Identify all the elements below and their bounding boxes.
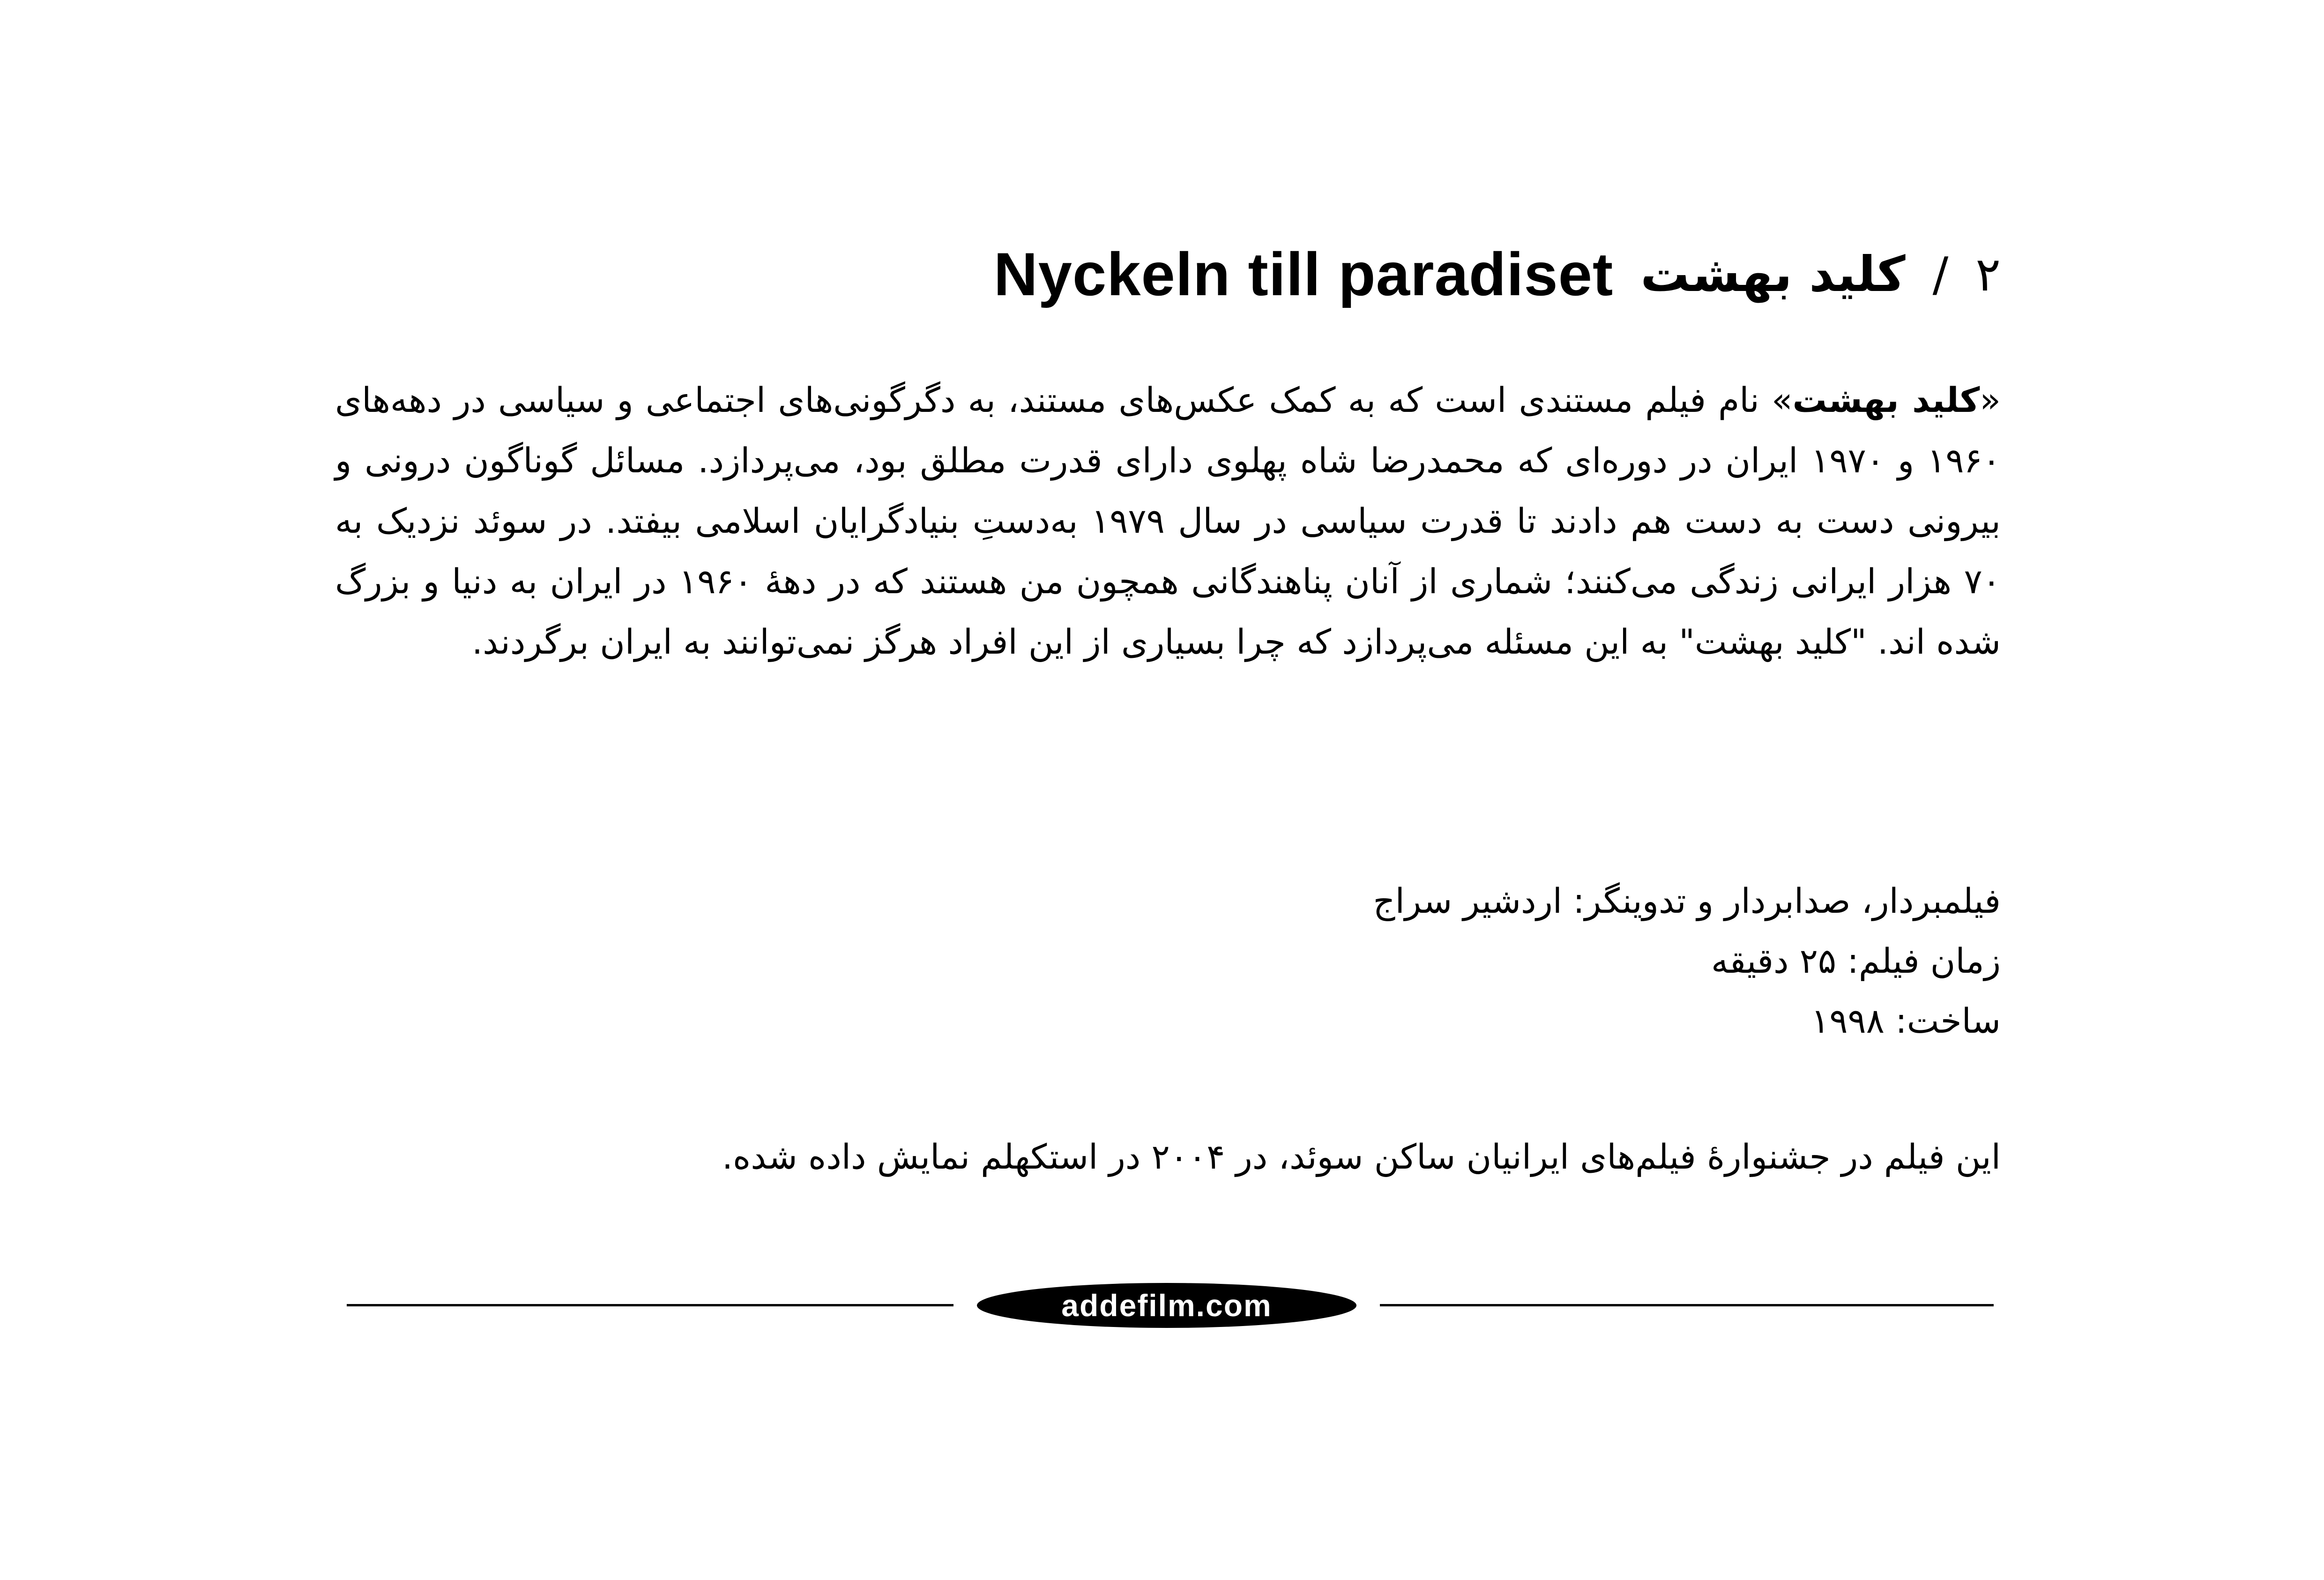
film-title-persian: کلید بهشت <box>1640 246 1906 303</box>
film-heading <box>994 237 2001 312</box>
description-text: نام فیلم مستندی است که به کمک عکس‌های مستند، به دگرگونی‌های اجتماعی و سیاسی در دهه‌های ۱۹۶۰ و ۱۹۷۰ ایران در دوره‌ای که محمدرضا شاه پهلوی دارای قدرت مطلق بود، می‌پردازد. مسائل گوناگون درونی و بیرونی دست به دست هم دادند تا قدرت سیاسی در سال ۱۹۷۹ به‌دستِ بنیادگرایان اسلامی بیفتد. در سوئد نزدیک به ۷۰ هزار ایرانی زندگی می‌کنند؛ شماری از آنان پناهندگانی همچون من هستند که در دهۀ ۱۹۶۰ در ایران به دنیا و بزرگ شده اند. "کلید بهشت" به این مسئله می‌پردازد که چرا بسیاری از این افراد هرگز نمی‌توانند به ایران برگردند. <box>335 380 2001 662</box>
credit-crew: فیلمبردار، صدابردار و تدوینگر: اردشیر سراج <box>1373 881 2001 921</box>
film-number: ۲ <box>1975 246 2001 302</box>
film-title-swedish: Nyckeln till paradiset <box>993 240 1614 308</box>
footer-divider-left <box>347 1304 953 1306</box>
festival-note: این فیلم در جشنوارۀ فیلم‌های ایرانیان ساکن سوئد، در ۲۰۰۴ در استکهلم نمایش داده شده. <box>722 1137 2001 1177</box>
heading-separator: / <box>1932 246 1949 302</box>
film-description <box>335 370 2001 672</box>
film-credits <box>335 872 2001 1051</box>
open-quote: « <box>1980 380 2001 420</box>
close-quote: » <box>1771 380 1793 420</box>
website-label: addefilm.com <box>1061 1288 1272 1323</box>
credit-year: ساخت: ۱۹۹۸ <box>1811 1001 2001 1041</box>
footer-divider-right <box>1380 1304 1994 1306</box>
website-badge <box>977 1283 1356 1328</box>
description-bold-title: کلید بهشت <box>1792 380 1980 420</box>
credit-duration: زمان فیلم: ۲۵ دقیقه <box>1711 941 2001 981</box>
